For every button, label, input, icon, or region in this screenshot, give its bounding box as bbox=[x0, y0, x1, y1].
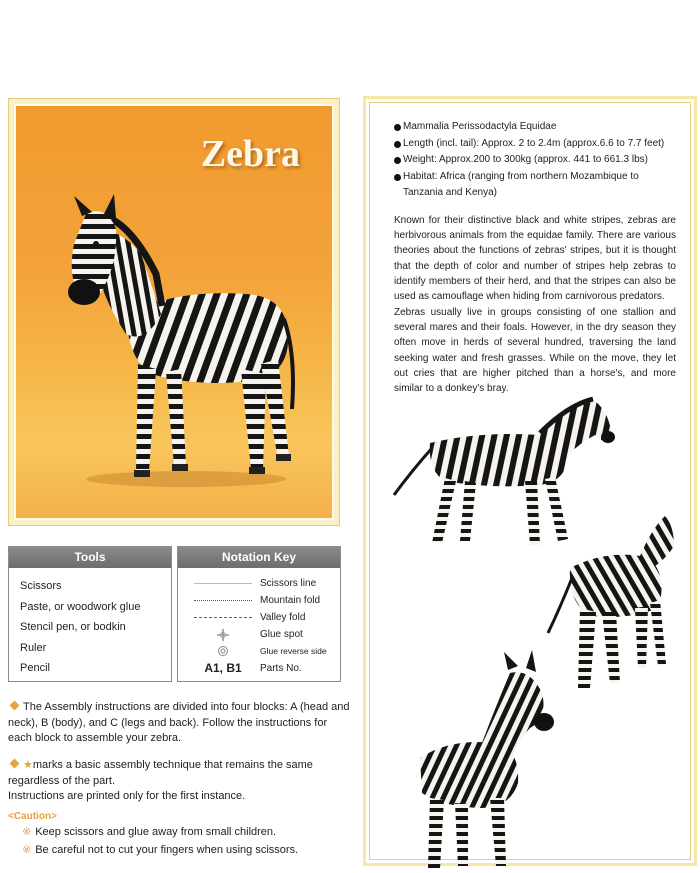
scissors-line-icon bbox=[190, 575, 256, 592]
tool-item: Stencil pen, or bodkin bbox=[20, 621, 126, 633]
fact-item: Weight: Approx.200 to 300kg (approx. 441 to 661.3 lbs) bbox=[394, 152, 678, 169]
notation-label: Glue spot bbox=[260, 629, 303, 640]
tools-list bbox=[9, 568, 171, 679]
caution-label: <Caution> bbox=[8, 811, 57, 822]
glue-spot-icon bbox=[190, 626, 256, 643]
star-instructions bbox=[8, 758, 353, 805]
fact-item: Mammalia Perissodactyla Equidae bbox=[394, 119, 678, 136]
reference-mark-icon: ※ bbox=[22, 826, 32, 838]
tool-item: Scissors bbox=[20, 580, 62, 592]
notation-row bbox=[178, 609, 340, 626]
cover-image bbox=[14, 104, 334, 520]
star-note: Instructions are printed only for the first instance. bbox=[8, 790, 246, 802]
parts-number-symbol: A1, B1 bbox=[204, 661, 242, 675]
fact-item: Habitat: Africa (ranging from northern Mozambique to Tanzania and Kenya) bbox=[394, 169, 678, 202]
diamond-bullet-icon bbox=[10, 759, 20, 769]
star-text: marks a basic assembly technique that remains the same regardless of the part. bbox=[8, 759, 313, 787]
notation-label: Scissors line bbox=[260, 578, 317, 589]
bullet-icon bbox=[394, 174, 401, 181]
notation-row bbox=[178, 643, 340, 660]
tool-item: Pencil bbox=[20, 662, 50, 674]
info-panel bbox=[363, 96, 697, 866]
bullet-icon bbox=[394, 124, 401, 131]
cover-card bbox=[8, 98, 340, 526]
assembly-instructions bbox=[8, 700, 353, 747]
tool-item: Paste, or woodwork glue bbox=[20, 600, 141, 613]
zebra-front-three-quarter-illustration bbox=[400, 648, 560, 873]
description-paragraph: Known for their distinctive black and white stripes, zebras are herbivorous animals from the equidae family. There are various theories about the functions of zebras' stripes, but it is thought that the depth of color and number of stripes help zebras to identify members of their herd, and that the stripes can also be used as camouflage when hiding from carnivorous predators. bbox=[394, 215, 676, 303]
assembly-text: The Assembly instructions are divided into four blocks: A (head and neck), B (body), and C (legs and back). Follow the instructions for each block to assemble your zebra. bbox=[8, 701, 350, 744]
diamond-bullet-icon bbox=[10, 701, 20, 711]
mountain-fold-icon bbox=[190, 592, 256, 609]
bullet-icon bbox=[394, 157, 401, 164]
description-paragraph: Zebras usually live in groups consisting of one stallion and several mares and their foals. However, in the dry season they often move in herds of several hundred, traversing the land seeking water and fresh grasses. While on the move, they let out cries that are higher pitched than a horse's, and more similar to a donkey's bray. bbox=[394, 307, 676, 395]
tools-header: Tools bbox=[9, 547, 171, 568]
star-icon: ★ bbox=[23, 759, 33, 771]
fact-item: Length (incl. tail): Approx. 2 to 2.4m (approx.6.6 to 7.7 feet) bbox=[394, 136, 678, 153]
notation-key-header: Notation Key bbox=[178, 547, 340, 568]
reference-mark-icon: ※ bbox=[22, 844, 32, 856]
cover-title: Zebra bbox=[200, 133, 300, 175]
notation-row bbox=[178, 575, 340, 592]
caution-item: ※ Be careful not to cut your fingers when using scissors. bbox=[22, 844, 299, 856]
notation-row bbox=[178, 592, 340, 609]
notation-label: Valley fold bbox=[260, 612, 306, 623]
notation-key-box bbox=[177, 546, 341, 682]
zebra-facts bbox=[394, 119, 678, 202]
notation-row bbox=[178, 660, 340, 677]
zebra-front-illustration bbox=[56, 194, 316, 494]
zebra-rear-illustration bbox=[540, 508, 680, 698]
notation-row bbox=[178, 626, 340, 643]
caution-item: ※ Keep scissors and glue away from small children. bbox=[22, 826, 277, 838]
notation-label: Mountain fold bbox=[260, 595, 321, 606]
valley-fold-icon bbox=[190, 609, 256, 626]
tool-item: Ruler bbox=[20, 641, 47, 654]
bullet-icon bbox=[394, 141, 401, 148]
notation-label: Parts No. bbox=[260, 663, 302, 674]
tools-box bbox=[8, 546, 172, 682]
notation-label: Glue reverse side bbox=[260, 646, 327, 656]
info-panel-inner bbox=[369, 102, 691, 860]
glue-reverse-side-icon bbox=[190, 643, 256, 660]
